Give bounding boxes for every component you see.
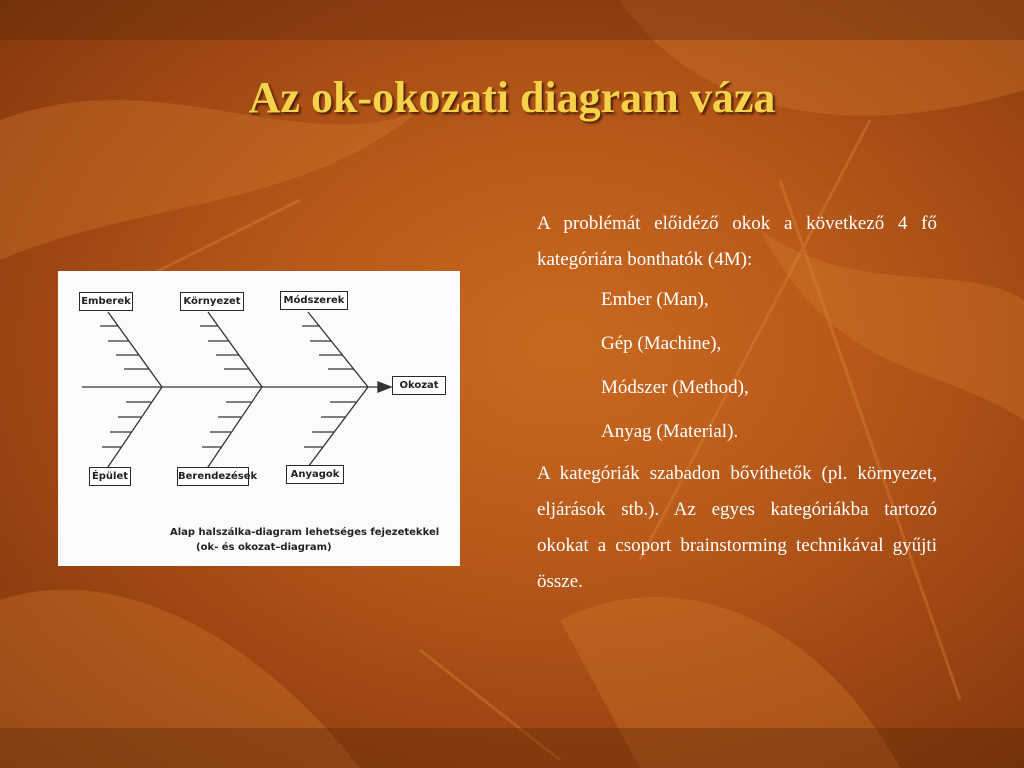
category-box-berendezesek: Berendezések — [177, 467, 249, 486]
fishbone-diagram-figure — [58, 271, 460, 566]
fishbone-diagram-lines — [58, 271, 460, 566]
category-box-anyagok: Anyagok — [286, 465, 344, 484]
diagram-caption-line1: Alap halszálka-diagram lehetséges fejezetekkel — [170, 527, 440, 538]
category-item-method: Módszer (Method), — [601, 377, 749, 398]
category-item-man: Ember (Man), — [601, 289, 709, 310]
category-box-kornyezet: Környezet — [180, 292, 244, 311]
category-box-modszerek: Módszerek — [280, 291, 348, 310]
effect-box-okozat: Okozat — [392, 376, 446, 395]
category-item-material: Anyag (Material). — [601, 421, 739, 442]
diagram-caption — [170, 525, 439, 555]
slide-title: Az ok-okozati diagram váza — [248, 73, 776, 122]
category-box-emberek: Emberek — [79, 292, 133, 311]
category-item-machine: Gép (Machine), — [601, 333, 722, 354]
slide-body-text — [537, 206, 937, 600]
category-box-epulet: Épület — [89, 467, 131, 486]
intro-paragraph: A problémát előidéző okok a következő 4 fő kategóriára bonthatók (4M): — [537, 213, 937, 270]
outro-paragraph: A kategóriák szabadon bővíthetők (pl. környezet, eljárások stb.). Az egyes kategóriákba tartozó okokat a csoport brainstorming technikával gyűjti össze. — [537, 463, 937, 592]
diagram-caption-line2: (ok- és okozat–diagram) — [196, 542, 332, 553]
